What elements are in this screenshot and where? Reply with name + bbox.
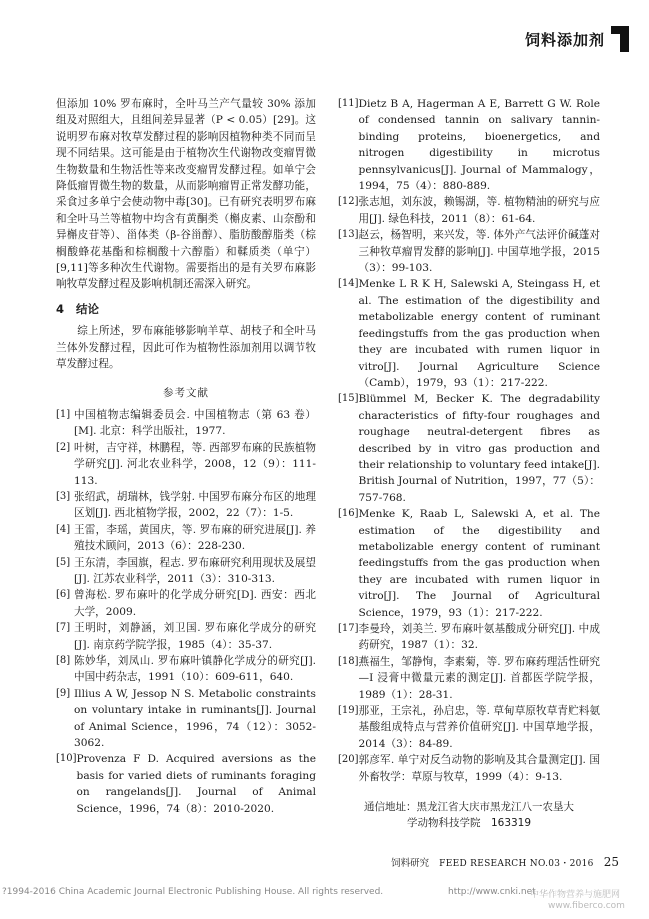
reference-item: [9] Illius A W, Jessop N S. Metabolic constraints on voluntary intake in ruminants[J]. Journal of Animal Science，1996，74（12）：3052-3062. bbox=[56, 687, 316, 750]
body-paragraph-1: 但添加 10% 罗布麻时，全叶马兰产气量较 30% 添加组及对照组大，且组间差异显著（P < 0.05）[29]。这说明罗布麻对牧草发酵过程的影响因植物种类不同而呈现不同结果。这可能是由于植物次生代谢物改变瘤胃微生物数量和生物活性等来改变瘤胃发酵过程。如单宁会降低瘤胃微生物的数量，从而影响瘤胃正常发酵功能，采食过多单宁会使动物中毒[30]。已有研究表明罗布麻和全叶马兰等植物中均含有黄酮类（槲皮素、山奈酚和异槲皮苷等）、甾体类（β-谷甾醇）、脂肪酸醇脂类（棕榈酸蜂花基酯和棕榈酸十六醇脂）和鞣质类（单宁）[9,11]等多种次生代谢物。需要指出的是有关罗布麻影响牧草发酵过程及影响机制还需深入研究。 bbox=[56, 98, 316, 291]
reference-item: [17] 李曼玲，刘美兰. 罗布麻叶氨基酸成分研究[J]. 中成药研究，1987（1）：32. bbox=[338, 623, 600, 652]
page-number: 25 bbox=[603, 855, 619, 869]
reference-item: [11] Dietz B A, Hagerman A E, Barrett G W. Role of condensed tannin on salivary tannin-binding proteins, bioenergetics, and nitrogen digestibility in microtus pennsylvanicus[J]. Journal of Mammalogy，1994，75（4）：880-889. bbox=[338, 98, 600, 193]
reference-item: [15] Blümmel M, Becker K. The degradability characteristics of fifty-four roughages and roughage neutral-detergent fibres as described by in vitro gas production and their relationship to voluntary feed intake[J]. British Journal of Nutrition，1997，77（5）：757-768. bbox=[338, 393, 600, 504]
reference-item: [13] 赵云，杨智明，来兴发，等. 体外产气法评价碱蓬对三种牧草瘤胃发酵的影响[J]. 中国草地学报，2015（3）：99-103. bbox=[338, 229, 600, 275]
address-line-1: 通信地址：黑龙江省大庆市黑龙江八一农垦大 bbox=[364, 801, 574, 814]
reference-item: [10] Provenza F D. Acquired aversions as the basis for varied diets of ruminants foraging on rangelands[J]. Journal of Animal Science，1996，74（8）：2010-2020. bbox=[56, 753, 316, 815]
reference-item: [3] 张绍武，胡瑞林，钱学射. 中国罗布麻分布区的地理区划[J]. 西北植物学报，2002，22（7）：1-5. bbox=[56, 490, 316, 520]
reference-item: [4] 王雷，李瑶，黄国庆，等. 罗布麻的研究进展[J]. 养殖技术顾问，2013（6）：228-230. bbox=[56, 523, 316, 553]
header-logo-mark bbox=[611, 26, 629, 52]
copyright-text: ?1994-2016 China Academic Journal Electronic Publishing House. All rights reserved. bbox=[2, 887, 384, 897]
section-number: 4 bbox=[56, 301, 65, 316]
reference-item: [5] 王东清，李国旗，程志. 罗布麻研究利用现状及展望[J]. 江苏农业科学，2011（3）：310-313. bbox=[56, 556, 316, 585]
reference-item: [16] Menke K, Raab L, Salewski A, et al. The estimation of the digestibility and metabolizable energy content of ruminant feedingstuffs from the gas production when they are incubated with rumen liquor in vitro[J]. The Journal of Agricultural Science，1979，93（1）：217-222. bbox=[338, 508, 600, 619]
reference-item: [8] 陈妙华，刘凤山. 罗布麻叶镇静化学成分的研究[J]. 中国中药杂志，1991（10）：609-611，640. bbox=[56, 655, 316, 684]
reference-item: [7] 王明时，刘静涵，刘卫国. 罗布麻化学成分的研究[J]. 南京药学院学报，1985（4）：35-37. bbox=[56, 622, 316, 651]
reference-item: [6] 曾海松. 罗布麻叶的化学成分研究[D]. 西安：西北大学，2009. bbox=[56, 589, 316, 618]
page-footer bbox=[391, 855, 619, 869]
footer-journal-en: FEED RESEARCH NO.03・2016 bbox=[439, 858, 594, 869]
left-column bbox=[56, 96, 316, 817]
references-heading: 参考文献 bbox=[163, 386, 209, 399]
reference-item: [2] 叶树，吉守祥，林鹏程，等. 西部罗布麻的民族植物学研究[J]. 河北农业科学，2008，12（9）：111-113. bbox=[56, 441, 316, 487]
address-line-2: 学动物科技学院 163319 bbox=[406, 817, 532, 830]
watermark-text: 中华作物营养与施肥网 bbox=[530, 890, 621, 900]
reference-item: [12] 张志旭，刘东波，赖锡湖，等. 植物精油的研究与应用[J]. 绿色科技，2011（8）：61-64. bbox=[338, 196, 600, 225]
reference-item: [19] 那亚，王宗礼，孙启忠，等. 草甸草原牧草青贮料氨基酸组成特点与营养价值研究[J]. 中国草地学报，2014（3）：84-89. bbox=[338, 705, 600, 750]
watermark-url: www.fiberco.com bbox=[548, 901, 625, 911]
running-header bbox=[525, 26, 629, 52]
reference-item: [1] 中国植物志编辑委员会. 中国植物志（第 63 卷）[M]. 北京：科学出版社，1977. bbox=[56, 408, 316, 438]
correspondence-address bbox=[338, 799, 600, 831]
section-heading-conclusion bbox=[56, 301, 316, 317]
section-title: 结论 bbox=[76, 301, 100, 316]
reference-item: [18] 燕福生，邹静恂，李素菊，等. 罗布麻药理活性研究—I 浸膏中微量元素的测定[J]. 首都医学院学报，1989（1）：28-31. bbox=[338, 655, 600, 701]
reference-item: [14] Menke L R K H, Salewski A, Steingass H, et al. The estimation of the digestibility and metabolizable energy content of ruminant feedingstuffs from the gas production when they are incubated with rumen liquor in vitro[J]. Journal Agriculture Science（Camb），1979，93（1）：217-222. bbox=[338, 278, 600, 389]
header-title: 饲料添加剂 bbox=[524, 30, 605, 49]
footer-journal-cn: 饲料研究 bbox=[391, 858, 430, 869]
reference-item: [20] 郭彦军. 单宁对反刍动物的影响及其合量测定[J]. 国外畜牧学：草原与牧草，1999（4）：9-13. bbox=[338, 754, 600, 783]
body-paragraph-2: 综上所述，罗布麻能够影响羊草、胡枝子和全叶马兰体外发酵过程，因此可作为植物性添加剂用以调节牧草发酵过程。 bbox=[56, 325, 316, 371]
right-column bbox=[338, 96, 600, 831]
cnki-link[interactable]: http://www.cnki.net bbox=[448, 887, 536, 897]
